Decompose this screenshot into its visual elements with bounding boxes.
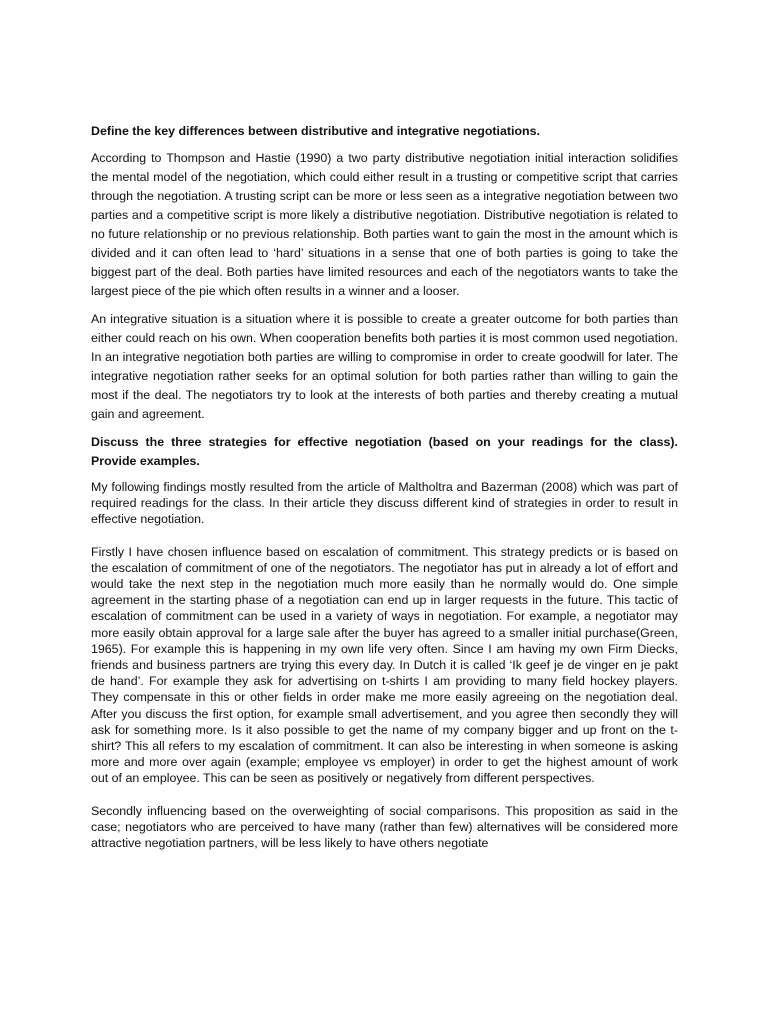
paragraph-social-comparisons: Secondly influencing based on the overweighting of social comparisons. This proposition as said in the case; negotiators who are perceived to have many (rather than few) alternatives will be considered more attractive negotiation partners, will be less likely to have others negotiate — [91, 803, 678, 851]
paragraph-findings: My following findings mostly resulted from the article of Maltholtra and Bazerman (2008) which was part of required readings for the class. In their article they discuss different kind of strategies in order to result in effective negotiation. — [91, 480, 678, 527]
document-body — [91, 122, 678, 851]
paragraph-integrative: An integrative situation is a situation where it is possible to create a greater outcome for both parties than either could reach on his own. When cooperation benefits both parties it is most common used negotiation. In an integrative negotiation both parties are willing to compromise in order to create goodwill for later. The integrative negotiation rather seeks for an optimal solution for both parties rather than willing to gain the most if the deal. The negotiators try to look at the interests of both parties and thereby creating a mutual gain and agreement. — [91, 312, 678, 421]
heading-three-strategies: Discuss the three strategies for effective negotiation (based on your readings for the class). Provide examples. — [91, 435, 678, 468]
paragraph-escalation-of-commitment: Firstly I have chosen influence based on escalation of commitment. This strategy predicts or is based on the escalation of commitment of one of the negotiators. The negotiator has put in already a lot of effort and would take the next step in the negotiation much more easily than he normally would do. One simple agreement in the starting phase of a negotiation can end up in larger requests in the future. This tactic of escalation of commitment can be used in a variety of ways in negotiation. For example, a negotiator may more easily obtain approval for a large sale after the buyer has agreed to a smaller initial purchase(Green, 1965). For example this is happening in my own life very often. Since I am having my own Firm Diecks, friends and business partners are trying this every day. In Dutch it is called ‘Ik geef je de vinger en je pakt de hand’. For example they ask for advertising on t-shirts I am providing to many field hockey players. They compensate in this or other fields in order make me more easily agreeing on the negotiation deal. After you discuss the first option, for example small advertisement, and you agree then secondly they will ask for something more. Is it also possible to get the name of my company bigger and up front on the t-shirt? This all refers to my escalation of commitment. It can also be interesting in when someone is asking more and more over again (example; employee vs employer) in order to get the highest amount of work out of an employee. This can be seen as positively or negatively from different perspectives. — [91, 544, 678, 786]
heading-distributive-integrative: Define the key differences between distributive and integrative negotiations. — [91, 124, 540, 138]
paragraph-distributive: According to Thompson and Hastie (1990) a two party distributive negotiation initial interaction solidifies the mental model of the negotiation, which could either result in a trusting or competitive script that carries through the negotiation. A trusting script can be more or less seen as a integrative negotiation between two parties and a competitive script is more likely a distributive negotiation. Distributive negotiation is related to no future relationship or no previous relationship. Both parties want to gain the most in the amount which is divided and it can often lead to ‘hard’ situations in a sense that one of both parties is going to take the biggest part of the deal. Both parties have limited resources and each of the negotiators wants to take the largest piece of the pie which often results in a winner and a looser. — [91, 151, 678, 298]
